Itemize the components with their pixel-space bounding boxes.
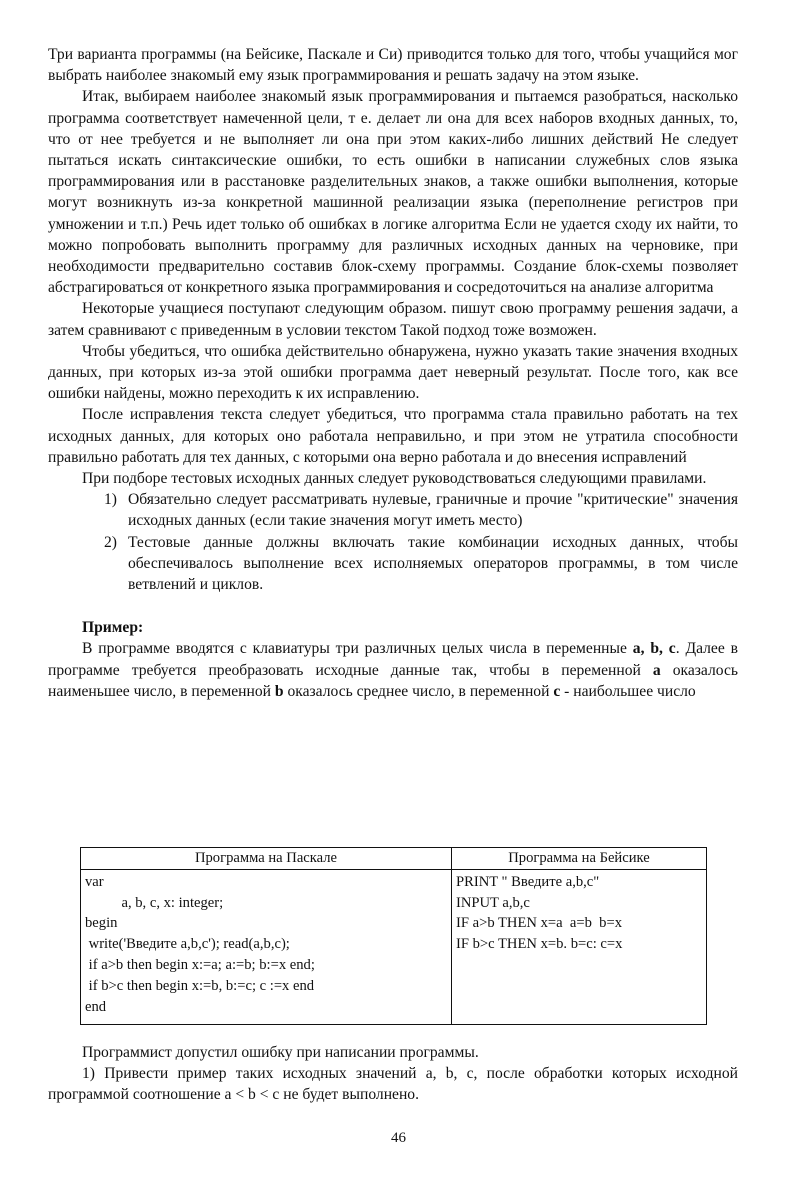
page-number: 46 bbox=[391, 1130, 406, 1146]
code-line: write('Введите a,b,c'); read(a,b,c); bbox=[85, 936, 290, 953]
code-line: if b>c then begin x:=b, b:=c; c :=x end bbox=[85, 977, 315, 994]
example-text: В программе вводятся с клавиатуры три различных целых числа в переменные a, b, c. Далее в программе требуется преобразовать исходные данные так, чтобы в переменной a оказалось наименьшее число, в переменной b оказалось среднее число, в переменной c - наибольшее число bbox=[48, 640, 738, 700]
rule-text: Обязательно следует рассматривать нулевые, граничные и прочие "критические" значения исходных данных (если такие значения могут иметь место) bbox=[128, 491, 738, 530]
basic-code bbox=[452, 869, 707, 1024]
task-item: 1) Привести пример таких исходных значений a, b, c, после обработки которых исходной программой соотношение a < b < c не будет выполнено. bbox=[48, 1065, 738, 1104]
paragraph-analysis: Итак, выбираем наиболее знакомый язык программирования и пытаемся разобраться, насколько программа соответствует намеченной цели, т е. делает ли она для всех наборов входных данных, то, что от нее требуется и не выполняет ли она при этом каких-либо лишних действий Не следует пытаться искать синтаксические ошибки, то есть ошибки в написании служебных слов языка программирования или в расстановке разделительных знаков, а также ошибки выполнения, которые могут возникнуть из-за конкретной машинной реализации языка (переполнение регистров при умножении и т.п.) Речь идет только об ошибках в логике алгоритма Если не удается сходу их найти, то можно попробовать выполнить программу для различных исходных данных на черновике, при необходимости предварительно составив блок-схему программы. Создание блок-схемы позволяет абстрагироваться от конкретного языка программирования и сосредоточиться на анализе алгоритма bbox=[48, 88, 738, 297]
page-body bbox=[48, 44, 738, 702]
paragraph-intro: Три варианта программы (на Бейсике, Паскале и Си) приводится только для того, чтобы учащийся мог выбрать наиболее знакомый ему язык программирования и решать задачу на этом языке. bbox=[48, 46, 738, 85]
rule-number: 2) bbox=[104, 533, 117, 551]
pascal-header: Программа на Паскале bbox=[81, 848, 452, 870]
code-line: if a>b then begin x:=a; a:=b; b:=x end; bbox=[85, 956, 315, 973]
code-line: PRINT " Введите a,b,c" bbox=[456, 873, 600, 890]
code-line: IF b>c THEN x=b. b=c: c=x bbox=[456, 936, 623, 953]
task-section bbox=[48, 1042, 738, 1106]
paragraph-rules-intro: При подборе тестовых исходных данных следует руководствоваться следующими правилами. bbox=[82, 470, 707, 488]
rule-item bbox=[104, 489, 738, 531]
rule-item bbox=[104, 532, 738, 596]
paragraph-error-check: Чтобы убедиться, что ошибка действительно обнаружена, нужно указать такие значения входных данных, при которых из-за этой ошибки программа дает неверный результат. После того, как все ошибки найдены, можно переходить к их исправлению. bbox=[48, 342, 738, 403]
task-intro: Программист допустил ошибку при написании программы. bbox=[82, 1044, 479, 1061]
pascal-code bbox=[81, 869, 452, 1024]
rules-list bbox=[48, 489, 738, 595]
paragraph-approach: Некоторые учащиеся поступают следующим образом. пишут свою программу решения задачи, а затем сравнивают с приведенным в условии текстом Такой подход тоже возможен. bbox=[48, 300, 738, 339]
basic-header: Программа на Бейсике bbox=[452, 848, 707, 870]
rule-text: Тестовые данные должны включать такие комбинации исходных данных, чтобы обеспечивалось выполнение всех исполняемых операторов программы, в том числе ветвлений и циклов. bbox=[128, 533, 738, 594]
code-line: var bbox=[85, 873, 104, 890]
rule-number: 1) bbox=[104, 491, 117, 509]
code-line: a, b, c, x: integer; bbox=[85, 894, 224, 911]
code-line: end bbox=[85, 998, 107, 1015]
example-heading: Пример: bbox=[82, 619, 144, 637]
programs-table bbox=[80, 847, 707, 1025]
code-line: IF a>b THEN x=a a=b b=x bbox=[456, 915, 622, 932]
paragraph-after-fix: После исправления текста следует убедиться, что программа стала правильно работать на тех исходных данных, для которых оно работала неправильно, и при этом не утратила способности правильно работать для тех данных, с которыми она верно работала и до внесения исправлений bbox=[48, 406, 738, 466]
code-line: begin bbox=[85, 915, 118, 932]
code-line: INPUT a,b,c bbox=[456, 894, 530, 911]
